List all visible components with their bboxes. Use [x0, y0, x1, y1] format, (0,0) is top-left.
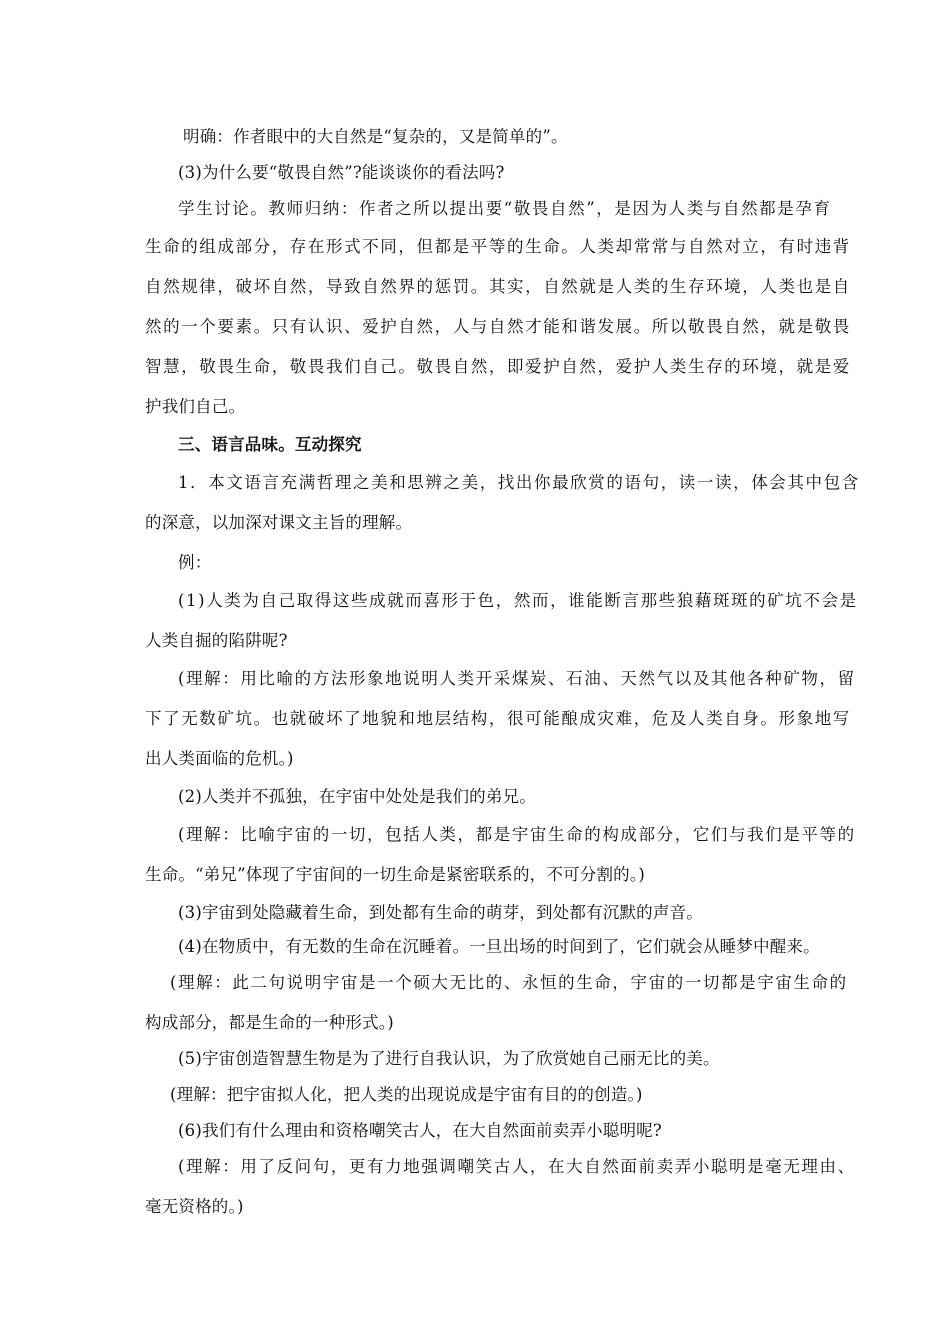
discussion-paragraph-line-2: 生命的组成部分，存在形式不同，但都是平等的生命。人类却常常与自然对立，有时违背 — [145, 237, 851, 256]
explanation-1-line-3: 出人类面临的危机。) — [145, 749, 294, 768]
example-2: (2)人类并不孤独，在宇宙中处处是我们的弟兄。 — [178, 787, 536, 806]
answer-line: 明确：作者眼中的大自然是“复杂的，又是简单的”。 — [183, 127, 568, 146]
explanation-6-line-1: (理解：用了反问句，更有力地强调嘲笑古人，在大自然面前卖弄小聪明是毫无理由、 — [178, 1157, 856, 1176]
explanation-3-4-line-1: (理解：此二句说明宇宙是一个硕大无比的、永恒的生命，宇宙的一切都是宇宙生命的 — [170, 973, 848, 992]
example-1-line-1: (1)人类为自己取得这些成就而喜形于色，然而，谁能断言那些狼藉斑斑的矿坑不会是 — [178, 591, 858, 610]
example-3: (3)宇宙到处隐藏着生命，到处都有生命的萌芽，到处都有沉默的声音。 — [178, 903, 703, 922]
explanation-6-line-2: 毫无资格的。) — [145, 1197, 244, 1216]
explanation-1-line-1: (理解：用比喻的方法形象地说明人类开采煤炭、石油、天然气以及其他各种矿物，留 — [178, 669, 856, 688]
discussion-paragraph-line-5: 智慧，敬畏生命，敬畏我们自己。敬畏自然，即爱护自然，爱护人类生存的环境，就是爱 — [145, 357, 851, 376]
example-6: (6)我们有什么理由和资格嘲笑古人，在大自然面前卖弄小聪明呢? — [178, 1121, 662, 1140]
section-heading: 三、语言品味。互动探究 — [178, 435, 362, 454]
task-1-line-2: 的深意，以加深对课文主旨的理解。 — [145, 513, 413, 532]
discussion-paragraph-line-4: 然的一个要素。只有认识、爱护自然，人与自然才能和谐发展。所以敬畏自然，就是敬畏 — [145, 317, 851, 336]
explanation-3-4-line-2: 构成部分，都是生命的一种形式。) — [145, 1013, 394, 1032]
explanation-1-line-2: 下了无数矿坑。也就破坏了地貌和地层结构，很可能酿成灾难，危及人类自身。形象地写 — [145, 709, 851, 728]
example-1-line-2: 人类自掘的陷阱呢? — [145, 631, 288, 650]
explanation-2-line-1: (理解：比喻宇宙的一切，包括人类，都是宇宙生命的构成部分，它们与我们是平等的 — [178, 825, 856, 844]
explanation-5: (理解：把宇宙拟人化，把人类的出现说成是宇宙有目的的创造。) — [170, 1085, 643, 1104]
task-1-line-1: 1．本文语言充满哲理之美和思辨之美，找出你最欣赏的语句，读一读，体会其中包含 — [178, 473, 860, 492]
discussion-paragraph-line-3: 自然规律，破坏自然，导致自然界的惩罚。其实，自然就是人类的生存环境，人类也是自 — [145, 277, 851, 296]
example-label: 例： — [178, 553, 212, 572]
example-4: (4)在物质中，有无数的生命在沉睡着。一旦出场的时间到了，它们就会从睡梦中醒来。 — [178, 937, 820, 956]
explanation-2-line-2: 生命。“弟兄”体现了宇宙间的一切生命是紧密联系的，不可分割的。) — [145, 865, 645, 884]
example-5: (5)宇宙创造智慧生物是为了进行自我认识，为了欣赏她自己丽无比的美。 — [178, 1049, 720, 1068]
discussion-paragraph-line-6: 护我们自己。 — [145, 397, 246, 416]
discussion-paragraph-line-1: 学生讨论。教师归纳：作者之所以提出要“敬畏自然”，是因为人类与自然都是孕育 — [178, 199, 832, 218]
question-3: (3)为什么要“敬畏自然”?能谈谈你的看法吗? — [178, 163, 505, 182]
